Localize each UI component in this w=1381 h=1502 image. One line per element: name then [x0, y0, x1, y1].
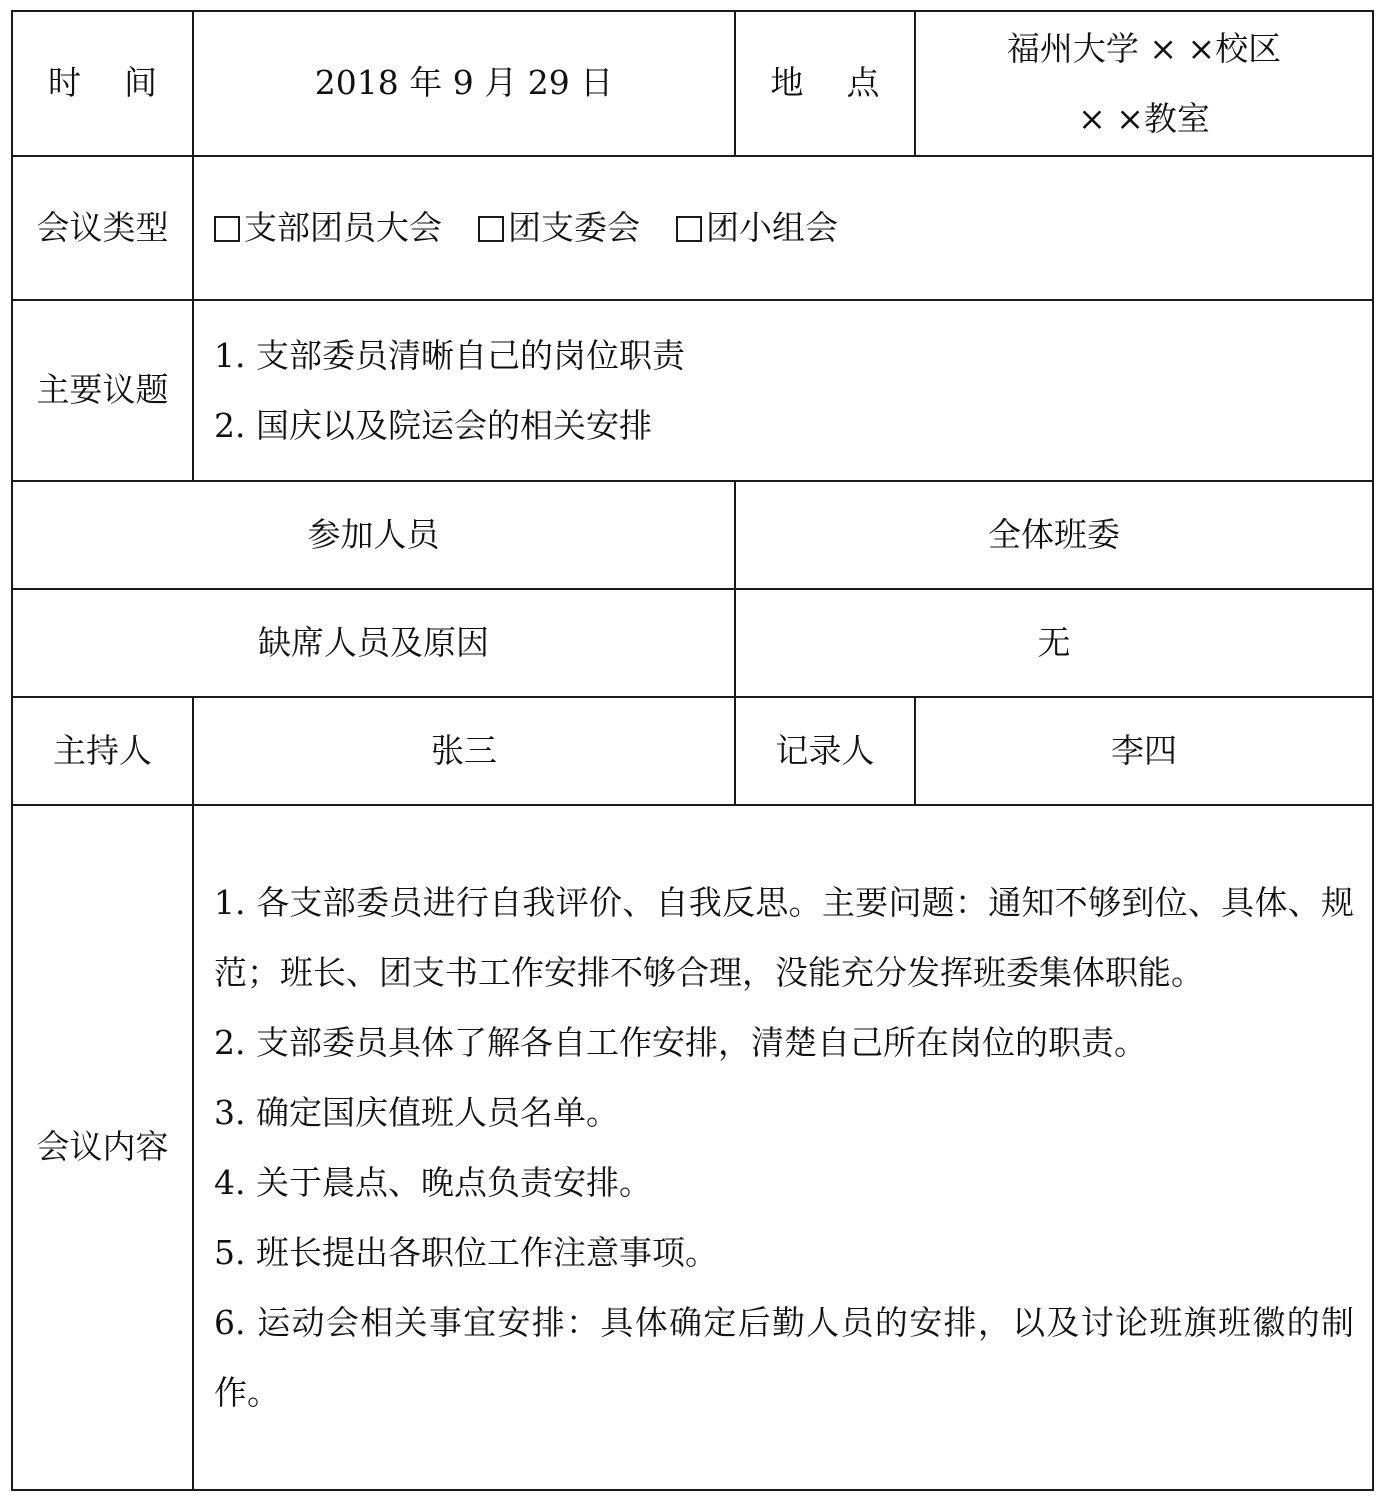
attendees-value-cell — [735, 481, 1373, 589]
content-cell — [193, 805, 1373, 1490]
content-item: 4. 关于晨点、晚点负责安排。 — [214, 1162, 652, 1202]
host-label: 主持人 — [53, 730, 152, 770]
row-meeting-type — [12, 156, 1373, 300]
location-label-char-1: 地 — [770, 63, 804, 103]
location-label-char-2: 点 — [846, 63, 880, 103]
option-label: 团支委会 — [508, 207, 640, 247]
content-item: 6. 运动会相关事宜安排：具体确定后勤人员的安排，以及讨论班旗班徽的制作。 — [214, 1302, 1354, 1412]
content-label-cell — [12, 805, 193, 1490]
host-value-cell — [193, 697, 735, 805]
attendees-label-cell — [12, 481, 735, 589]
time-value-cell — [193, 11, 735, 156]
recorder-value: 李四 — [1111, 730, 1177, 770]
recorder-label-cell — [735, 697, 915, 805]
recorder-label: 记录人 — [775, 730, 875, 770]
absent-label-cell — [12, 589, 735, 697]
time-value: 2018 年 9 月 29 日 — [314, 63, 614, 103]
host-label-cell — [12, 697, 193, 805]
absent-label: 缺席人员及原因 — [258, 622, 489, 662]
checkbox-empty-icon[interactable] — [478, 216, 504, 242]
meeting-type-option-branch-assembly[interactable] — [214, 207, 442, 250]
row-absent — [12, 589, 1373, 697]
row-main-topics — [12, 300, 1373, 481]
recorder-value-cell — [915, 697, 1373, 805]
main-topics-label-cell — [12, 300, 193, 481]
content-item: 3. 确定国庆值班人员名单。 — [214, 1092, 619, 1132]
time-label-char-2: 间 — [123, 63, 157, 103]
content-item: 5. 班长提出各职位工作注意事项。 — [214, 1232, 718, 1272]
topic-item: 1. 支部委员清晰自己的岗位职责 — [214, 335, 685, 375]
location-value-cell — [915, 11, 1373, 156]
location-line-1: 福州大学 × ×校区 — [1006, 28, 1282, 68]
option-label: 团小组会 — [706, 207, 838, 247]
time-label-cell — [12, 11, 193, 156]
main-topics-cell — [193, 300, 1373, 481]
absent-value-cell — [735, 589, 1373, 697]
main-topics-label: 主要议题 — [36, 370, 169, 410]
meeting-type-label: 会议类型 — [36, 207, 169, 247]
host-value: 张三 — [431, 730, 497, 770]
option-label: 支部团员大会 — [244, 207, 442, 247]
meeting-minutes-table — [11, 10, 1374, 1491]
topic-item: 2. 国庆以及院运会的相关安排 — [214, 405, 652, 445]
time-label-char-1: 时 — [48, 63, 82, 103]
meeting-type-label-cell — [12, 156, 193, 300]
meeting-type-option-committee[interactable] — [478, 207, 640, 250]
checkbox-empty-icon[interactable] — [214, 216, 240, 242]
location-line-2: × ×教室 — [1078, 98, 1210, 138]
content-label: 会议内容 — [36, 1127, 169, 1167]
location-label-cell — [735, 11, 915, 156]
meeting-type-option-group[interactable] — [676, 207, 838, 250]
row-content — [12, 805, 1373, 1490]
attendees-value: 全体班委 — [988, 514, 1120, 554]
content-item: 2. 支部委员具体了解各自工作安排，清楚自己所在岗位的职责。 — [214, 1022, 1147, 1062]
row-time-location — [12, 11, 1373, 156]
absent-value: 无 — [1037, 622, 1071, 662]
meeting-type-options-cell — [193, 156, 1373, 300]
content-item: 1. 各支部委员进行自我评价、自我反思。主要问题：通知不够到位、具体、规范；班长、团支书工作安排不够合理，没能充分发挥班委集体职能。 — [214, 882, 1354, 992]
row-host-recorder — [12, 697, 1373, 805]
checkbox-empty-icon[interactable] — [676, 216, 702, 242]
row-attendees — [12, 481, 1373, 589]
attendees-label: 参加人员 — [307, 514, 440, 554]
